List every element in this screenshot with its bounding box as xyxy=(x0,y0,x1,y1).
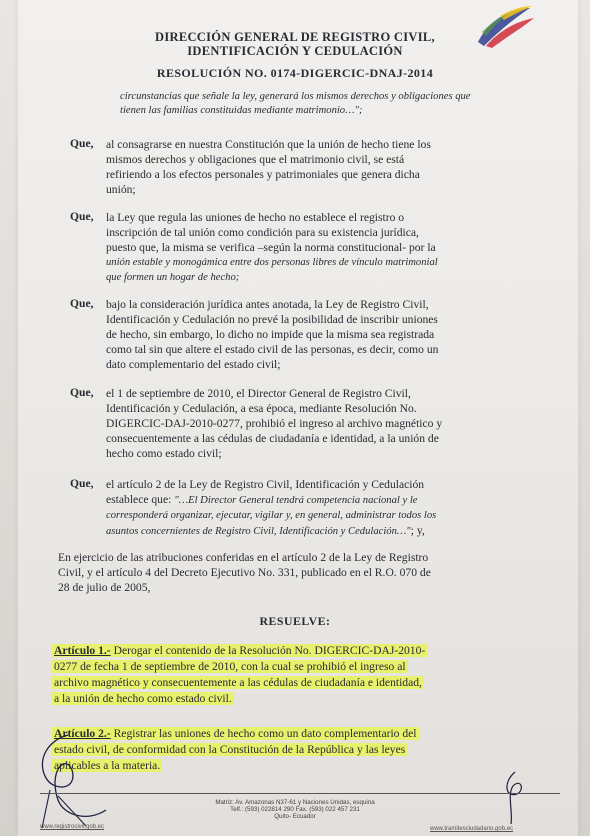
article-line xyxy=(52,726,508,742)
footer-web-right[interactable]: www.tramitesciudadano.gob.ec xyxy=(430,826,514,832)
footer-web-left[interactable]: www.registrocivil.gob.ec xyxy=(40,824,105,830)
clause-line: la Ley que regula las uniones de hecho no establece el registro o xyxy=(106,211,405,224)
que-label: Que, xyxy=(70,137,94,150)
clause-line: consecuentemente a las cédulas de ciudadanía e identidad, a la unión de xyxy=(106,432,439,445)
article-label: Artículo 1.- xyxy=(54,644,111,657)
paragraph-line: En ejercicio de las atribuciones conferidas en el artículo 2 de la Ley de Registro xyxy=(58,551,429,564)
article-line xyxy=(52,643,508,659)
paragraph-line: 28 de julio de 2005, xyxy=(58,581,151,594)
clause-5 xyxy=(106,477,504,539)
clause-line-italic: corresponderá organizar, ejecutar, vigilar y, en general, administrar todos los xyxy=(106,510,437,521)
clause-2 xyxy=(106,210,504,285)
header-line-1: DIRECCIÓN GENERAL DE REGISTRO CIVIL, xyxy=(155,30,435,44)
clause-line: al consagrarse en nuestra Constitución que la unión de hecho tiene los xyxy=(106,138,431,151)
signature-left xyxy=(28,730,118,830)
signature-right xyxy=(495,768,535,828)
article-line xyxy=(52,742,508,758)
clause-quote: "…El Director General tendrá competencia nacional y le xyxy=(174,495,418,506)
article-line xyxy=(52,758,508,774)
clause-line-italic: que formen un hogar de hecho; xyxy=(106,272,240,283)
clause-line: el artículo 2 de la Ley de Registro Civil, Identificación y Cedulación xyxy=(106,478,425,491)
header-line-2: IDENTIFICACIÓN Y CEDULACIÓN xyxy=(187,44,403,58)
article-1 xyxy=(52,643,508,707)
clause-line: DIGERCIC-DAJ-2010-0277, prohibió el ingreso al archivo magnético y xyxy=(106,417,443,430)
clause-line: Identificación y Cedulación, a esa época, mediante Resolución No. xyxy=(106,402,417,415)
footer-address-line: Quito- Ecuador xyxy=(274,813,316,820)
footer-address xyxy=(195,799,395,820)
footer-rule xyxy=(40,793,560,794)
clause-line: de hecho, sin embargo, lo dicho no impide que la misma sea registrada xyxy=(106,328,435,341)
paragraph-line: Civil, y el artículo 4 del Decreto Ejecutivo No. 331, publicado en el R.O. 070 de xyxy=(58,566,431,579)
intro-line: circunstancias que señale la ley, generará los mismos derechos y obligaciones que xyxy=(120,91,471,102)
article-text: aplicables a la materia. xyxy=(54,759,161,772)
clause-line-mixed xyxy=(106,492,504,508)
clause-line: puesto que, la misma se verifica –según la norma constitucional- por la xyxy=(106,241,436,254)
ejercicio-paragraph xyxy=(58,550,504,595)
article-line xyxy=(52,675,508,691)
article-text: archivo magnético y consecuentemente a las cédulas de ciudadanía e identidad, xyxy=(54,676,422,689)
resolution-number: RESOLUCIÓN NO. 0174-DIGERCIC-DNAJ-2014 xyxy=(156,66,434,80)
que-label: Que, xyxy=(70,477,94,490)
footer-address-line: Matriz: Av. Amazonas N37-61 y Naciones Unidas, esquina xyxy=(215,799,375,806)
clause-3 xyxy=(106,297,504,372)
intro-quote xyxy=(120,90,530,118)
footer-address-line: Telf.: (593) 022814 290 Fax. (593) 022 457 231 xyxy=(230,806,360,813)
clause-text: establece que: xyxy=(106,493,175,506)
que-label: Que, xyxy=(70,386,94,399)
intro-line: tienen las familias constituidas mediante matrimonio…"; xyxy=(120,105,363,116)
clause-line: dato complementario del estado civil; xyxy=(106,358,281,371)
clause-quote: asuntos concernientes de Registro Civil, Identificación y Cedulación…" xyxy=(106,526,411,537)
clause-line-mixed xyxy=(106,523,504,539)
que-label: Que, xyxy=(70,210,94,223)
clause-line: bajo la consideración jurídica antes anotada, la Ley de Registro Civil, xyxy=(106,298,429,311)
article-label: Artículo 2.- xyxy=(54,727,111,740)
article-2 xyxy=(52,726,508,774)
clause-line: inscripción de tal unión como condición para su existencia jurídica, xyxy=(106,226,419,239)
article-line xyxy=(52,691,508,707)
article-text: a la unión de hecho como estado civil. xyxy=(54,692,232,705)
clause-line: unión; xyxy=(106,183,136,196)
clause-text: ; y, xyxy=(410,524,425,537)
clause-line: refiriendo a los efectos personales y patrimoniales que genera dicha xyxy=(106,168,420,181)
resuelve-heading: RESUELVE: xyxy=(259,614,331,628)
que-label: Que, xyxy=(70,297,94,310)
clause-line: hecho como estado civil; xyxy=(106,447,222,460)
clause-1 xyxy=(106,137,504,197)
article-line xyxy=(52,659,508,675)
clause-line: mismos derechos y obligaciones que el matrimonio civil, se está xyxy=(106,153,405,166)
clause-line: como tal sin que altere el estado civil de las personas, es decir, como un xyxy=(106,343,439,356)
article-text: 0277 de fecha 1 de septiembre de 2010, con la cual se prohibió el ingreso al xyxy=(54,660,406,673)
article-text: estado civil, de conformidad con la Constitución de la República y las leyes xyxy=(54,743,406,756)
clause-line: el 1 de septiembre de 2010, el Director General de Registro Civil, xyxy=(106,387,411,400)
clause-4 xyxy=(106,386,504,461)
article-text: Registrar las uniones de hecho como un dato complementario del xyxy=(110,727,417,740)
clause-line: Identificación y Cedulación no prevé la posibilidad de inscribir uniones xyxy=(106,313,438,326)
article-text: Derogar el contenido de la Resolución No. DIGERCIC-DAJ-2010- xyxy=(110,644,426,657)
clause-line-italic: unión estable y monogámica entre dos personas libres de vínculo matrimonial xyxy=(106,257,438,268)
